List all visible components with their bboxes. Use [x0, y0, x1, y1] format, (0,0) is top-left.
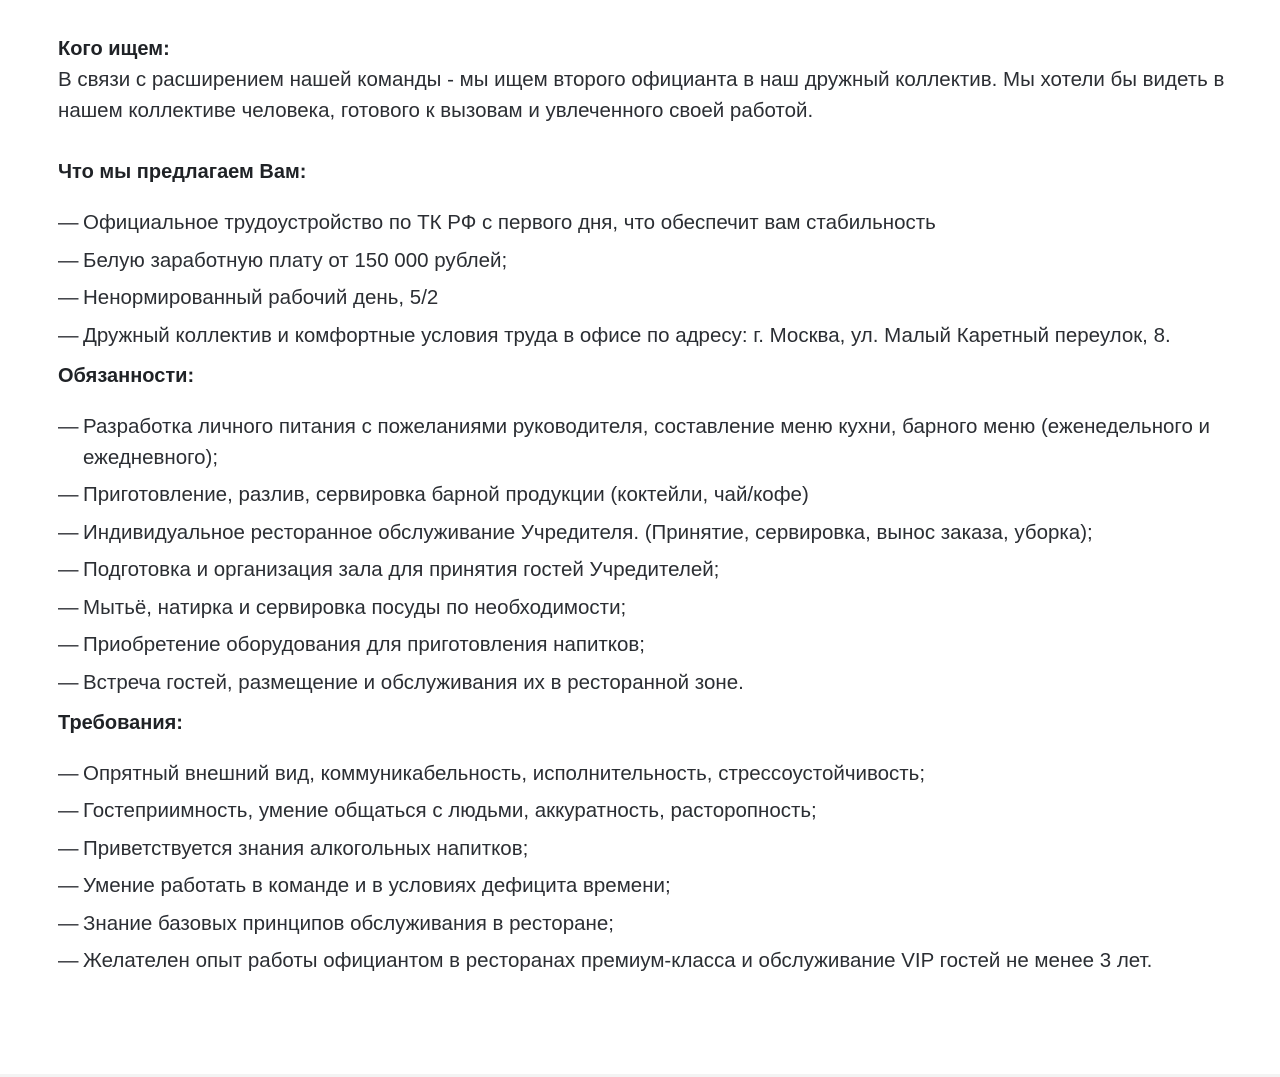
- responsibilities-list: [58, 411, 1238, 698]
- vacancy-description: [58, 34, 1238, 983]
- list-item-text: Желателен опыт работы официантом в ресторанах премиум-класса и обслуживание VIP гостей не менее 3 лет.: [83, 949, 1153, 972]
- list-item-text: Разработка личного питания с пожеланиями руководителя, составление меню кухни, барного меню (еженедельного и ежедневного);: [83, 414, 1210, 469]
- dash-bullet-icon: —: [58, 558, 79, 581]
- list-item-text: Приобретение оборудования для приготовления напитков;: [83, 633, 645, 656]
- dash-bullet-icon: —: [58, 874, 79, 897]
- list-item: [58, 667, 1238, 698]
- list-item-text: Встреча гостей, размещение и обслуживания их в ресторанной зоне.: [83, 670, 744, 694]
- list-item: [58, 282, 1238, 313]
- list-item: [58, 758, 1238, 789]
- dash-bullet-icon: —: [58, 761, 79, 785]
- list-item-text: Гостеприимность, умение общаться с людьми, аккуратность, расторопность;: [83, 799, 817, 822]
- list-item-text: Дружный коллектив и комфортные условия труда в офисе по адресу: г. Москва, ул. Малый Каретный переулок, 8.: [83, 323, 1171, 347]
- list-item-text: Индивидуальное ресторанное обслуживание Учредителя. (Принятие, сервировка, вынос заказа, уборка);: [83, 520, 1093, 544]
- list-item-text: Знание базовых принципов обслуживания в ресторане;: [83, 911, 614, 935]
- list-item: [58, 479, 1238, 510]
- list-item: [58, 554, 1238, 585]
- dash-bullet-icon: —: [58, 836, 79, 860]
- list-item-text: Приветствуется знания алкогольных напитков;: [83, 836, 529, 860]
- section-what-we-offer: [58, 157, 1238, 351]
- dash-bullet-icon: —: [58, 949, 79, 972]
- section-requirements: [58, 708, 1238, 977]
- list-item-text: Белую заработную плату от 150 000 рублей;: [83, 248, 508, 272]
- list-item: [58, 795, 1238, 826]
- offer-list: [58, 207, 1238, 351]
- requirements-list: [58, 758, 1238, 977]
- dash-bullet-icon: —: [58, 414, 79, 438]
- list-item-text: Приготовление, разлив, сервировка барной продукции (коктейли, чай/кофе): [83, 483, 809, 506]
- list-item-text: Опрятный внешний вид, коммуникабельность, исполнительность, стрессоустойчивость;: [83, 761, 926, 785]
- dash-bullet-icon: —: [58, 670, 79, 694]
- section-heading: Что мы предлагаем Вам:: [58, 161, 307, 183]
- dash-bullet-icon: —: [58, 633, 79, 656]
- dash-bullet-icon: —: [58, 248, 79, 272]
- dash-bullet-icon: —: [58, 323, 79, 347]
- dash-bullet-icon: —: [58, 595, 79, 619]
- list-item: [58, 245, 1238, 276]
- list-item: [58, 629, 1238, 660]
- list-item: [58, 207, 1238, 238]
- list-item: [58, 945, 1238, 976]
- list-item: [58, 320, 1238, 351]
- list-item: [58, 870, 1238, 901]
- section-heading: Обязанности:: [58, 364, 195, 387]
- list-item-text: Умение работать в команде и в условиях дефицита времени;: [83, 874, 671, 897]
- section-who-we-seek: [58, 34, 1238, 126]
- list-item-text: Официальное трудоустройство по ТК РФ с первого дня, что обеспечит вам стабильность: [83, 211, 936, 234]
- section-responsibilities: [58, 361, 1238, 698]
- list-item-text: Ненормированный рабочий день, 5/2: [83, 286, 439, 309]
- dash-bullet-icon: —: [58, 286, 79, 309]
- list-item: [58, 411, 1238, 473]
- dash-bullet-icon: —: [58, 799, 79, 822]
- dash-bullet-icon: —: [58, 483, 79, 506]
- list-item: [58, 833, 1238, 864]
- section-paragraph: В связи с расширением нашей команды - мы ищем второго официанта в наш дружный коллектив. Мы хотели бы видеть в нашем коллективе человека, готового к вызовам и увлеченного своей работой.: [58, 68, 1225, 122]
- dash-bullet-icon: —: [58, 520, 79, 544]
- section-heading: Кого ищем:: [58, 38, 170, 60]
- section-heading: Требования:: [58, 711, 183, 734]
- list-item: [58, 517, 1238, 548]
- list-item: [58, 592, 1238, 623]
- list-item-text: Подготовка и организация зала для принятия гостей Учредителей;: [83, 558, 720, 581]
- dash-bullet-icon: —: [58, 911, 79, 935]
- list-item: [58, 908, 1238, 939]
- list-item-text: Мытьё, натирка и сервировка посуды по необходимости;: [83, 595, 627, 619]
- dash-bullet-icon: —: [58, 211, 79, 234]
